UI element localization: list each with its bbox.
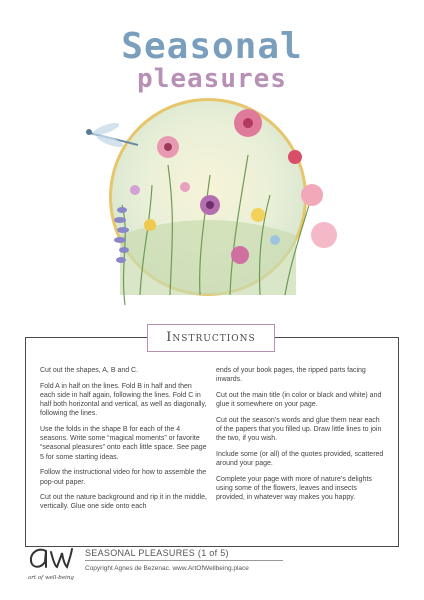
- page-subtitle: pleasures: [137, 64, 287, 94]
- footer-title: SEASONAL PLEASURES (1 of 5): [85, 548, 229, 558]
- instruction-paragraph: Fold A in half on the lines. Fold B in half and then each side in half again, following the lines. Fold C in half both horizontal and vertical, as well as diagonally, following the lines.: [40, 382, 207, 418]
- instruction-paragraph: Cut out the season’s words and glue them near each of the papers that you filled up. Draw little lines to join the two, if you wish.: [216, 416, 382, 443]
- instructions-right-column: [216, 366, 384, 509]
- instruction-paragraph: Cut out the nature background and rip it in the middle, vertically. Glue one side onto each: [40, 494, 207, 511]
- instructions-heading: Instructions: [147, 324, 275, 352]
- instruction-paragraph: ends of your book pages, the ripped parts facing inwards.: [216, 367, 366, 384]
- instruction-paragraph: Include some (or all) of the quotes provided, scattered around your page.: [216, 450, 384, 468]
- page-title: Seasonal: [121, 26, 303, 67]
- instruction-paragraph: Follow the instructional video for how to assemble the pop-out paper.: [40, 469, 207, 486]
- instruction-paragraph: Complete your page with more of nature’s delights using some of the flowers, leaves and insects provided, in whatever way makes you happy.: [216, 475, 372, 502]
- instruction-paragraph: Cut out the shapes, A, B and C.: [40, 367, 139, 374]
- art-of-wellbeing-logo: [24, 541, 80, 583]
- wildflower-illustration: [80, 95, 350, 320]
- instruction-paragraph: Use the folds in the shape B for each of the 4 seasons. Write some “magical moments” or favorite “seasonal pleasures” onto each little space. See page 5 for some starting ideas.: [40, 426, 207, 461]
- instructions-left-column: [40, 366, 208, 518]
- footer-divider: [85, 560, 283, 561]
- logo-text: art of well-being: [28, 575, 74, 581]
- instruction-paragraph: Cut out the main title (in color or black and white) and glue it somewhere on your page.: [216, 391, 382, 409]
- footer-copyright: Copyright Agnes de Bezenac. www.ArtOfWellbeing.place: [85, 565, 249, 572]
